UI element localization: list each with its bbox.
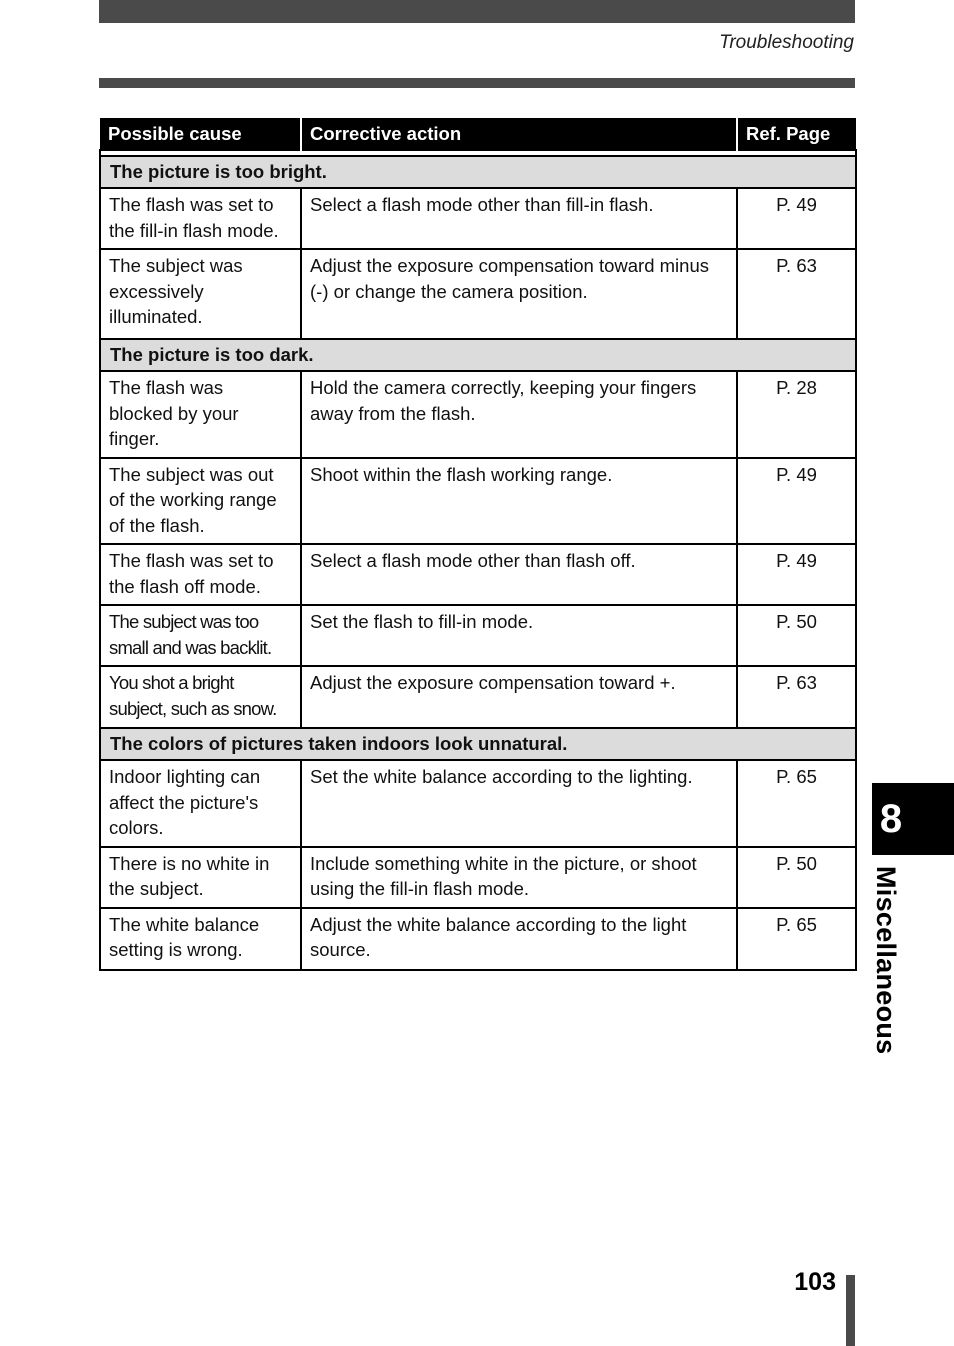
ref-cell: P. 49 <box>737 188 856 249</box>
table-row <box>100 458 856 545</box>
cause-cell: There is no white in the subject. <box>100 847 301 908</box>
ref-cell: P. 63 <box>737 249 856 339</box>
cause-cell: The subject was out of the working range of the flash. <box>100 458 301 545</box>
running-head: Troubleshooting <box>719 32 854 53</box>
section-title: The colors of pictures taken indoors look unnatural. <box>100 728 856 760</box>
column-header-action: Corrective action <box>301 118 737 150</box>
action-cell: Select a flash mode other than fill-in flash. <box>301 188 737 249</box>
action-cell: Include something white in the picture, or shoot using the fill-in flash mode. <box>301 847 737 908</box>
action-cell: Select a flash mode other than flash off. <box>301 544 737 605</box>
header-rule <box>99 78 855 88</box>
chapter-label: Miscellaneous <box>871 866 901 1055</box>
page-number-bar <box>846 1275 855 1346</box>
cause-cell: The subject was too small and was backlit. <box>100 605 301 666</box>
cause-cell: The flash was blocked by your finger. <box>100 371 301 458</box>
table-row <box>100 188 856 249</box>
section-row <box>100 156 856 188</box>
table-row <box>100 908 856 970</box>
cause-cell: The subject was excessively illuminated. <box>100 249 301 339</box>
table-row <box>100 249 856 339</box>
action-cell: Set the white balance according to the lighting. <box>301 760 737 847</box>
cause-cell: You shot a bright subject, such as snow. <box>100 666 301 728</box>
action-cell: Set the flash to fill-in mode. <box>301 605 737 666</box>
action-cell: Adjust the white balance according to the light source. <box>301 908 737 970</box>
table-header-row <box>100 118 856 150</box>
section-row <box>100 728 856 760</box>
page-number: 103 <box>794 1268 836 1296</box>
section-row <box>100 339 856 371</box>
cause-cell: The flash was set to the fill-in flash mode. <box>100 188 301 249</box>
table-row <box>100 760 856 847</box>
section-title: The picture is too bright. <box>100 156 856 188</box>
ref-cell: P. 49 <box>737 458 856 545</box>
action-cell: Hold the camera correctly, keeping your fingers away from the flash. <box>301 371 737 458</box>
column-header-ref: Ref. Page <box>737 118 856 150</box>
action-cell: Adjust the exposure compensation toward +. <box>301 666 737 728</box>
column-header-cause: Possible cause <box>100 118 301 150</box>
top-bar <box>99 0 855 23</box>
section-title: The picture is too dark. <box>100 339 856 371</box>
action-cell: Adjust the exposure compensation toward minus (-) or change the camera position. <box>301 249 737 339</box>
ref-cell: P. 49 <box>737 544 856 605</box>
cause-cell: The white balance setting is wrong. <box>100 908 301 970</box>
cause-cell: The flash was set to the flash off mode. <box>100 544 301 605</box>
table-row <box>100 847 856 908</box>
troubleshooting-table <box>99 118 857 971</box>
table-row <box>100 544 856 605</box>
ref-cell: P. 63 <box>737 666 856 728</box>
ref-cell: P. 50 <box>737 847 856 908</box>
table-row <box>100 371 856 458</box>
cause-cell: Indoor lighting can affect the picture's colors. <box>100 760 301 847</box>
ref-cell: P. 65 <box>737 908 856 970</box>
ref-cell: P. 50 <box>737 605 856 666</box>
table-row <box>100 605 856 666</box>
chapter-tab: 8 <box>872 783 954 855</box>
ref-cell: P. 65 <box>737 760 856 847</box>
table-row <box>100 666 856 728</box>
action-cell: Shoot within the flash working range. <box>301 458 737 545</box>
ref-cell: P. 28 <box>737 371 856 458</box>
